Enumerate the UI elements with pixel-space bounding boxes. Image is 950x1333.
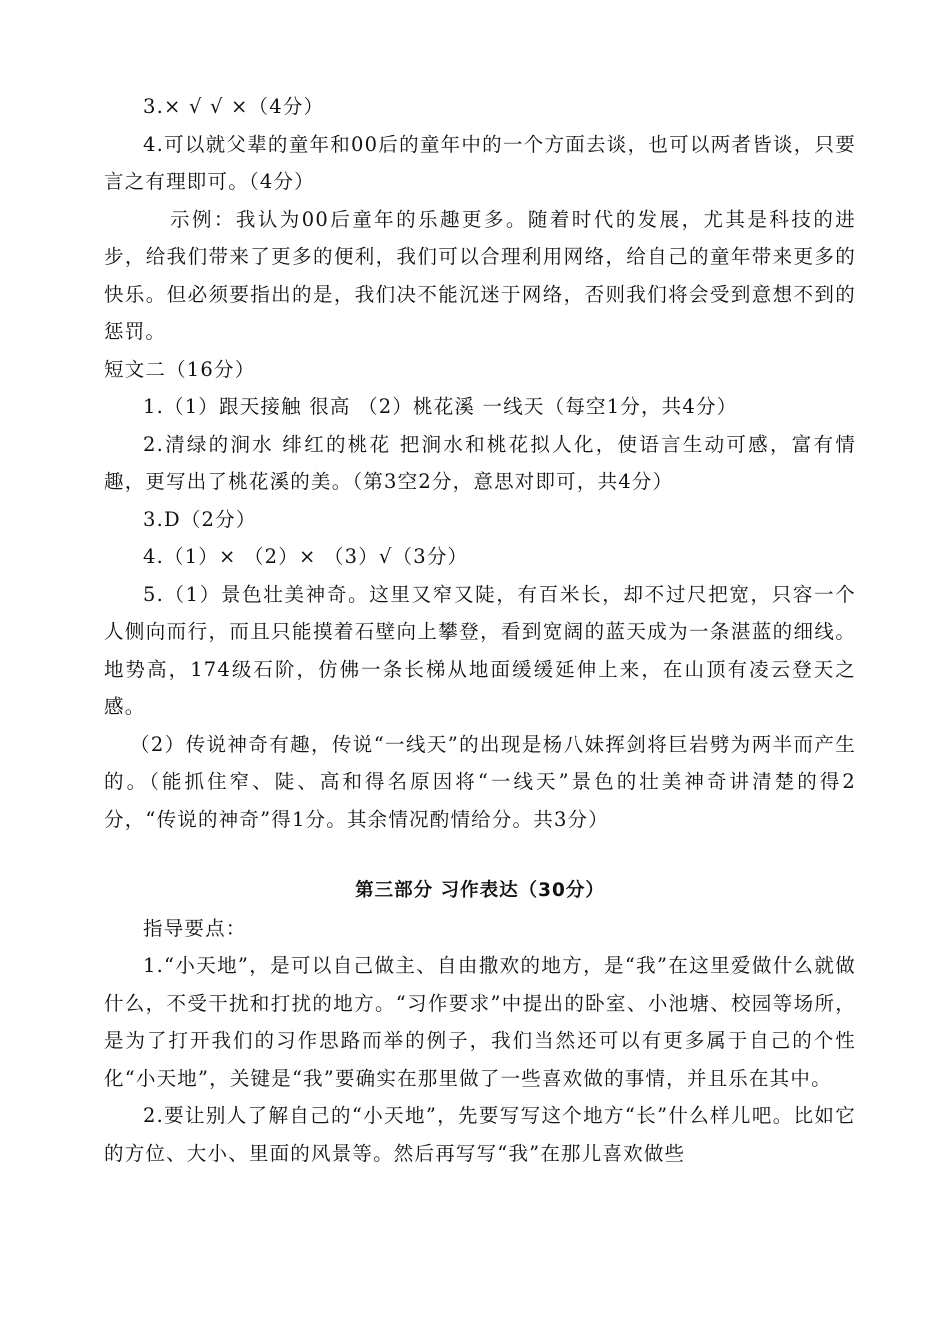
- essay2-answer-5-part2: （2）传说神奇有趣，传说“一线天”的出现是杨八妹挥剑将巨岩劈为两半而产生的。（能抓住窄、陡、高和得名原因将“一线天”景色的壮美神奇讲清楚的得2分，“传说的神奇”得1分。其余情况酌情给分。共3分）: [104, 732, 856, 831]
- essay2-answer-4: 4.（1）× （2）× （3）√（3分）: [143, 545, 469, 568]
- answer-item-3: 3.× √ √ ×（4分）: [143, 95, 325, 118]
- answer-item-4: 4.可以就父辈的童年和00后的童年中的一个方面去谈，也可以两者皆谈，只要言之有理即可。（4分）: [104, 132, 856, 193]
- answer-key-content: [104, 88, 856, 1172]
- essay2-answer-1: 1.（1）跟天接触 很高 （2）桃花溪 一线天（每空1分，共4分）: [143, 395, 738, 418]
- guide-point-1: 1.“小天地”，是可以自己做主、自由撒欢的地方，是“我”在这里爱做什么就做什么，不受干扰和打扰的地方。“习作要求”中提出的卧室、小池塘、校园等场所，是为了打开我们的习作思路而举的例子，我们当然还可以有更多属于自己的个性化“小天地”，关键是“我”要确实在那里做了一些喜欢做的事情，并且乐在其中。: [104, 954, 856, 1090]
- essay2-answer-3: 3.D（2分）: [143, 507, 257, 531]
- section-heading-essay-2: 短文二（16分）: [104, 357, 256, 381]
- essay2-answer-2: 2.清绿的涧水 绯红的桃花 把涧水和桃花拟人化，使语言生动可感，富有情趣，更写出了桃花溪的美。（第3空2分，意思对即可，共4分）: [104, 432, 856, 493]
- guide-point-2: 2.要让别人了解自己的“小天地”，先要写写这个地方“长”什么样儿吧。比如它的方位、大小、里面的风景等。然后再写写“我”在那儿喜欢做些: [104, 1104, 856, 1165]
- example-answer: 示例：我认为00后童年的乐趣更多。随着时代的发展，尤其是科技的进步，给我们带来了更多的便利，我们可以合理利用网络，给自己的童年带来更多的快乐。但必须要指出的是，我们决不能沉迷于网络，否则我们将会受到意想不到的惩罚。: [104, 207, 856, 343]
- section-title-part3: 第三部分 习作表达（30分）: [355, 880, 605, 901]
- essay2-answer-5-part1: 5.（1）景色壮美神奇。这里又窄又陡，有百米长，却不过尺把宽，只容一个人侧向而行，而且只能摸着石壁向上攀登，看到宽阔的蓝天成为一条湛蓝的细线。地势高，174级石阶，仿佛一条长梯从地面缓缓延伸上来，在山顶有凌云登天之感。: [104, 582, 856, 718]
- guide-heading: 指导要点：: [143, 916, 247, 940]
